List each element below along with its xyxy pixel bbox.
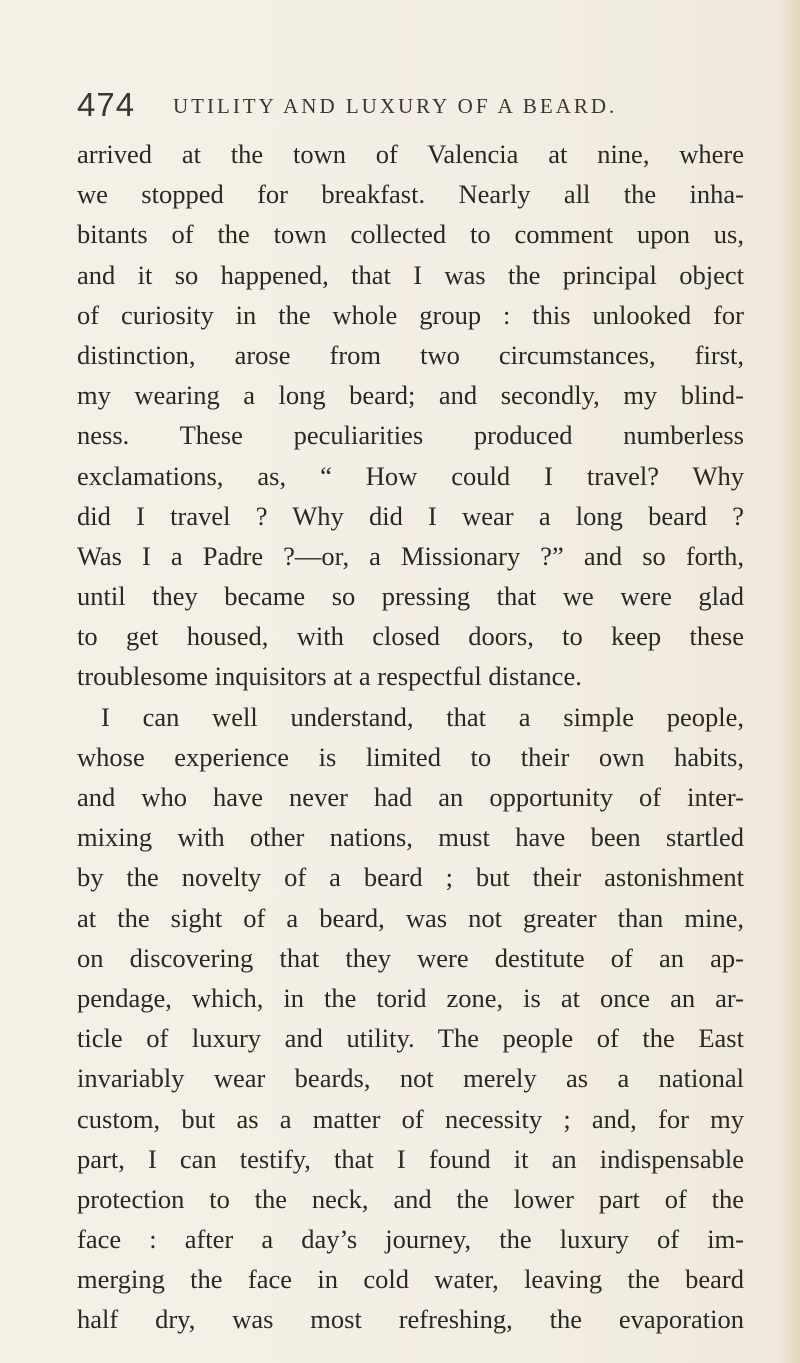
text-line: and who have never had an opportunity of inter- bbox=[77, 782, 744, 812]
paragraph-start-line: I can well understand, that a simple people, bbox=[101, 701, 744, 732]
text-line: until they became so pressing that we were glad bbox=[77, 581, 744, 612]
text-line: we stopped for breakfast. Nearly all the inha- bbox=[77, 179, 744, 210]
text-line: Was I a Padre ?—or, a Missionary ?” and so forth, bbox=[77, 540, 744, 571]
text-line: bitants of the town collected to comment upon us, bbox=[77, 219, 744, 250]
text-line: on discovering that they were destitute of an ap- bbox=[77, 942, 744, 973]
text-line: protection to the neck, and the lower part of the bbox=[77, 1183, 744, 1214]
text-line: at the sight of a beard, was not greater than mine, bbox=[77, 902, 744, 933]
text-line: of curiosity in the whole group : this unlooked for bbox=[77, 299, 744, 330]
page-number: 474 bbox=[77, 86, 136, 123]
text-line: pendage, which, in the torid zone, is at once an ar- bbox=[77, 982, 744, 1013]
text-line: by the novelty of a beard ; but their astonishment bbox=[77, 862, 744, 893]
page-header bbox=[77, 86, 747, 130]
page-edge-shadow bbox=[778, 0, 800, 1363]
text-line: whose experience is limited to their own habits, bbox=[77, 741, 744, 772]
text-line: to get housed, with closed doors, to keep these bbox=[77, 621, 744, 652]
text-line: merging the face in cold water, leaving the beard bbox=[77, 1264, 744, 1295]
text-line: face : after a day’s journey, the luxury of im- bbox=[77, 1224, 744, 1255]
text-line: did I travel ? Why did I wear a long beard ? bbox=[77, 500, 744, 531]
paragraph-end-line: troublesome inquisitors at a respectful distance. bbox=[77, 661, 582, 692]
text-line: distinction, arose from two circumstances, first, bbox=[77, 339, 744, 370]
text-line: ness. These peculiarities produced numberless bbox=[77, 420, 744, 451]
text-line: custom, but as a matter of necessity ; and, for my bbox=[77, 1103, 744, 1134]
text-line: half dry, was most refreshing, the evaporation bbox=[77, 1304, 744, 1335]
text-line: exclamations, as, “ How could I travel? Why bbox=[77, 460, 744, 491]
body-text bbox=[77, 134, 744, 1340]
text-line: arrived at the town of Valencia at nine, where bbox=[77, 139, 744, 169]
text-line: my wearing a long beard; and secondly, my blind- bbox=[77, 380, 744, 411]
text-line: and it so happened, that I was the principal object bbox=[77, 259, 744, 290]
running-head: UTILITY AND LUXURY OF A BEARD. bbox=[173, 94, 618, 118]
text-line: mixing with other nations, must have been startled bbox=[77, 822, 744, 853]
text-line: invariably wear beards, not merely as a national bbox=[77, 1063, 744, 1094]
text-line: ticle of luxury and utility. The people of the East bbox=[77, 1023, 744, 1054]
text-line: part, I can testify, that I found it an indispensable bbox=[77, 1143, 744, 1174]
